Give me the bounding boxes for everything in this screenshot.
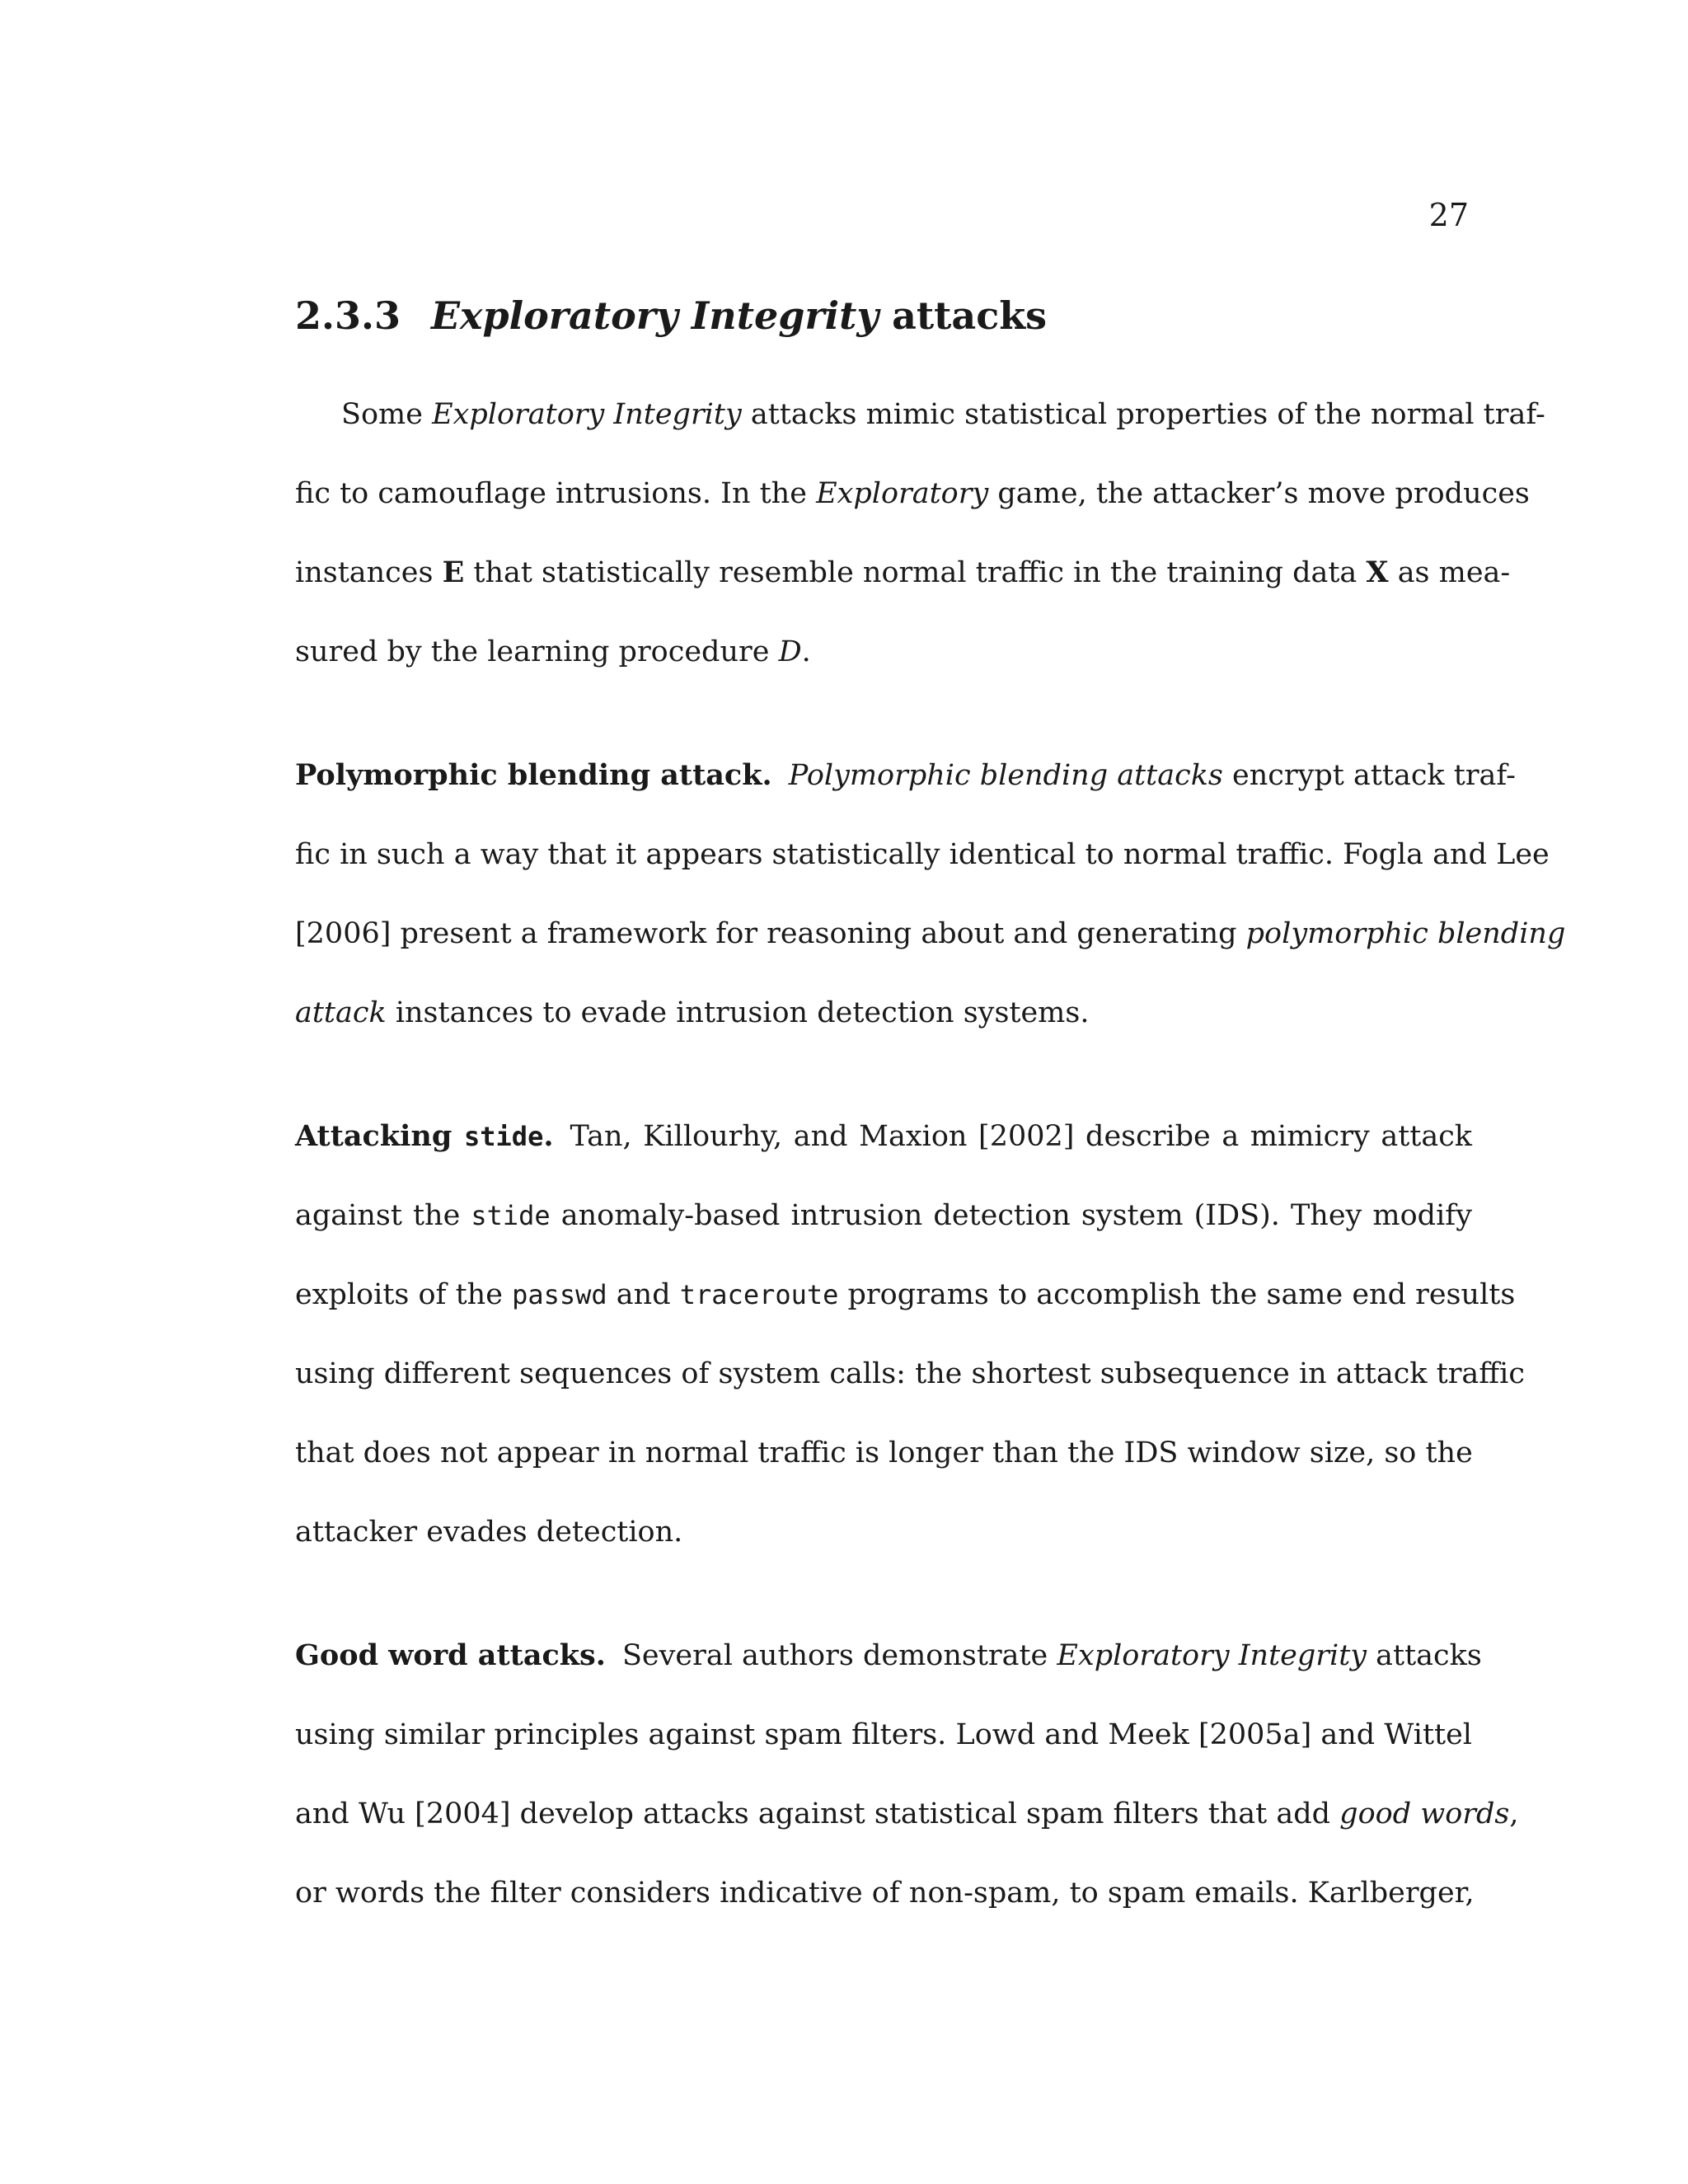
body-paragraph xyxy=(295,1097,1525,1572)
intro-paragraph xyxy=(295,375,1545,691)
text-run: attacks xyxy=(1367,1639,1482,1672)
text-run: , xyxy=(1509,1797,1519,1830)
italic-run: polymorphic blending xyxy=(1245,917,1566,950)
bold-run: Polymorphic blending attack. xyxy=(295,758,772,792)
text-run: . xyxy=(801,635,811,668)
code-run: stide xyxy=(464,1121,544,1152)
text-run: Tan, Killourhy, and Maxion [2002] describe a mimicry attack xyxy=(570,1120,1472,1153)
text-run: that does not appear in normal traffic is longer than the IDS window size, so the xyxy=(295,1436,1473,1469)
text-run: fic in such a way that it appears statistically identical to normal traffic. Fogla and Lee xyxy=(295,838,1550,871)
text-line xyxy=(295,1413,1472,1493)
code-run: passwd xyxy=(512,1279,607,1310)
italic-run: Polymorphic blending attacks xyxy=(788,759,1223,792)
section-heading xyxy=(295,293,1472,339)
text-run: sured by the learning procedure xyxy=(295,635,779,668)
paragraph-heading xyxy=(295,1119,554,1153)
text-line xyxy=(295,1774,1519,1854)
text-run: game, the attacker’s move produces xyxy=(988,477,1530,510)
text-line xyxy=(295,894,1566,973)
text-run: and Wu [2004] develop attacks against statistical spam filters that add xyxy=(295,1797,1340,1830)
page-content xyxy=(295,293,1566,1933)
body-paragraph xyxy=(295,736,1566,1052)
text-line xyxy=(295,1616,1482,1695)
text-run: that statistically resemble normal traffic in the training data xyxy=(464,556,1367,589)
text-run: [2006] present a framework for reasoning about and generating xyxy=(295,917,1246,950)
page-number: 27 xyxy=(1428,197,1469,233)
text-run: encrypt attack traf- xyxy=(1222,759,1516,792)
text-run: exploits of the xyxy=(295,1278,513,1311)
text-run: against the xyxy=(295,1199,471,1232)
section-title-italic: Exploratory Integrity xyxy=(431,293,879,338)
text-run: fic to camouflage intrusions. In the xyxy=(295,477,817,510)
italic-run: Exploratory xyxy=(816,477,989,510)
bold-run: Good word attacks. xyxy=(295,1638,606,1672)
text-run: Several authors demonstrate xyxy=(621,1639,1057,1672)
subsection-paragraphs xyxy=(295,736,1566,1933)
code-run: stide xyxy=(471,1200,551,1231)
text-run: using different sequences of system calls: the shortest subsequence in attack traffic xyxy=(295,1357,1525,1390)
text-run: or words the filter considers indicative of non-spam, to spam emails. Karlberger, xyxy=(295,1877,1475,1910)
bold-run: E xyxy=(442,555,465,589)
text-line xyxy=(295,1255,1516,1334)
text-line xyxy=(295,736,1516,815)
text-line xyxy=(295,1334,1525,1413)
body-paragraph xyxy=(295,1616,1519,1933)
text-run: Some xyxy=(341,398,433,431)
text-run: attacks mimic statistical properties of the normal traf- xyxy=(741,398,1545,431)
italic-run: Exploratory Integrity xyxy=(1057,1639,1367,1672)
text-run: anomaly-based intrusion detection system (IDS). They modify xyxy=(550,1199,1472,1232)
text-line xyxy=(295,533,1511,612)
italic-run: D xyxy=(778,635,802,668)
text-run: instances xyxy=(295,556,443,589)
paragraph-heading xyxy=(295,1638,606,1672)
bold-run: X xyxy=(1366,555,1389,589)
text-line xyxy=(295,612,1472,691)
code-run: traceroute xyxy=(679,1279,839,1310)
text-line xyxy=(295,1854,1475,1933)
bold-run: Attacking xyxy=(295,1119,464,1153)
text-line xyxy=(295,815,1550,894)
text-run: using similar principles against spam filters. Lowd and Meek [2005a] and Wittel xyxy=(295,1718,1472,1751)
italic-run: Exploratory Integrity xyxy=(432,398,742,431)
text-run: and xyxy=(607,1278,680,1311)
text-line xyxy=(295,375,1545,454)
text-run: attacker evades detection. xyxy=(295,1516,683,1549)
text-run: instances to evade intrusion detection systems. xyxy=(386,996,1090,1029)
text-line xyxy=(295,454,1530,533)
text-run: as mea- xyxy=(1388,556,1511,589)
text-line xyxy=(295,1097,1472,1176)
paragraph-heading xyxy=(295,758,772,792)
text-line xyxy=(295,1493,1472,1572)
section-title-rest: attacks xyxy=(879,293,1047,338)
section-number: 2.3.3 xyxy=(295,293,401,338)
text-line xyxy=(295,1176,1472,1255)
text-run: programs to accomplish the same end results xyxy=(838,1278,1516,1311)
text-line xyxy=(295,1695,1472,1774)
italic-run: attack xyxy=(295,996,387,1029)
text-line xyxy=(295,973,1472,1052)
bold-run: . xyxy=(543,1119,554,1153)
italic-run: good words xyxy=(1339,1797,1510,1830)
